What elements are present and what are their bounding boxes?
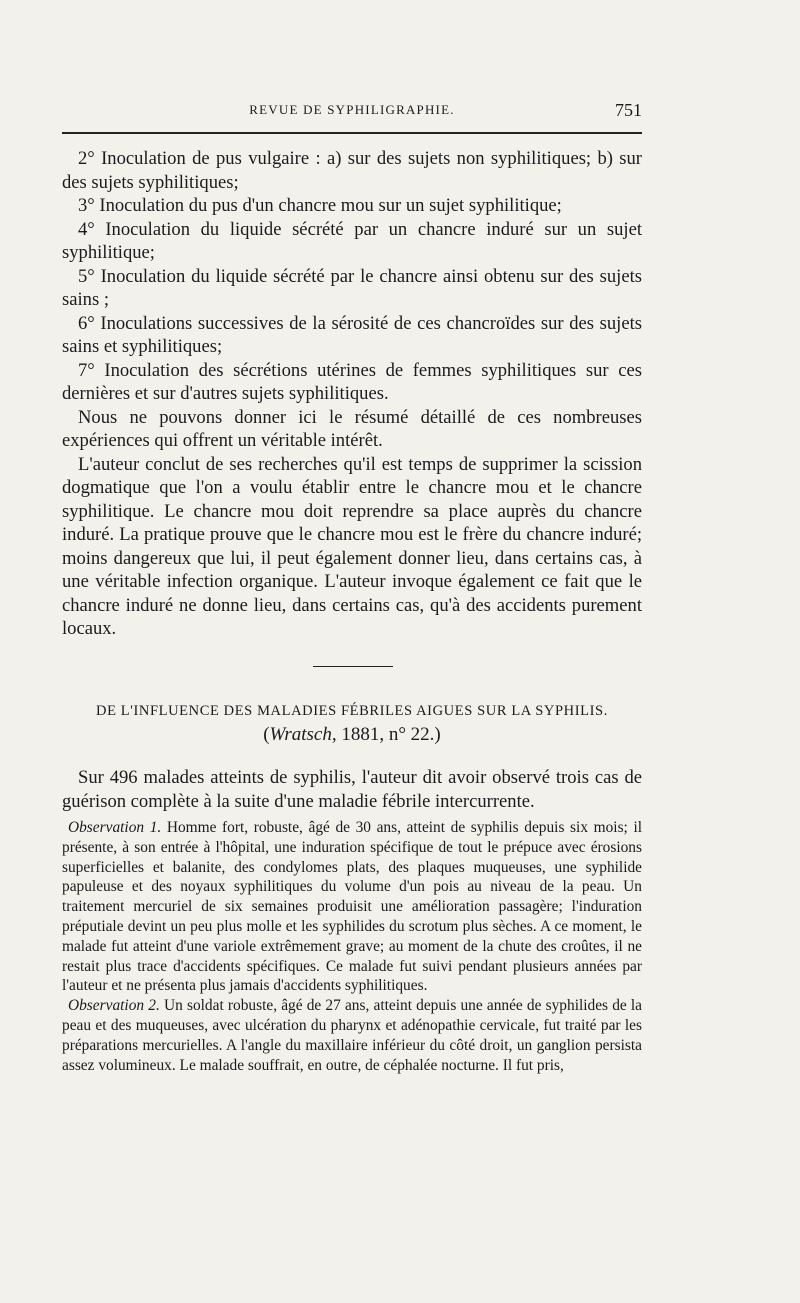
- list-number: 4°: [78, 218, 95, 240]
- observation-paragraph: [62, 996, 642, 1075]
- running-title: REVUE DE SYPHILIGRAPHIE.: [249, 102, 455, 117]
- section-intro: [62, 766, 642, 814]
- list-number: 2°: [78, 148, 95, 169]
- section-citation: [62, 724, 642, 746]
- list-item: [62, 194, 642, 218]
- list-item: [62, 312, 642, 359]
- citation-journal: Wratsch,: [269, 724, 337, 745]
- list-text: Inoculation de pus vulgaire : a) sur des sujets non syphilitiques; b) sur des sujets syphilitiques;: [62, 148, 643, 193]
- list-item: [62, 359, 642, 406]
- observation-paragraph: [62, 818, 642, 996]
- list-item: [62, 218, 642, 265]
- resume-paragraph: Nous ne pouvons donner ici le résumé détaillé de ces nombreuses expériences qui offrent un véritable intérêt.: [62, 406, 642, 451]
- observation-text: Homme fort, robuste, âgé de 30 ans, atteint de syphilis depuis six mois; il présente, à son entrée à l'hôpital, une induration spécifique de tout le prépuce avec érosions superficielles et balanite, des condylomes plats, des plaques muqueuses, une syphilide papuleuse et des noyaux syphilitiques du volume d'un pois au niveau de la peau. Un traitement mercuriel de six semaines produisit une amélioration passagère; l'induration préputiale devint un peu plus molle et les syphilides du scrotum plus sèches. A ce moment, le malade fut atteint d'une variole extrêmement grave; au moment de la chute des croûtes, il ne restait plus trace d'accidents spécifiques. Ce malade fut suivi pendant plusieurs années par l'auteur et ne présenta plus jamais d'accidents syphilitiques.: [62, 819, 642, 995]
- conclusion-paragraph: L'auteur conclut de ses recherches qu'il est temps de supprimer la scission dogmatique que l'on a voulu établir entre le chancre mou et le chancre syphilitique. Le chancre mou doit reprendre sa place auprès du chancre induré. La pratique prouve que le chancre mou est le frère du chancre induré; moins dangereux que lui, il peut également donner lieu, dans certains cas, à une véritable infection organique. L'auteur invoque également ce fait que le chancre induré ne donne lieu, dans certains cas, qu'à des accidents purement locaux.: [62, 453, 642, 639]
- observations: [62, 818, 642, 1075]
- list-number: 3°: [78, 195, 95, 216]
- observation-label: Observation 2.: [68, 997, 160, 1015]
- observation-text: Un soldat robuste, âgé de 27 ans, atteint depuis une année de syphilides de la peau et des muqueuses, avec ulcération du pharynx et adénopathie cervicale, fut traité par les préparations mercurielles. A l'angle du maxillaire inférieur du côté droit, un ganglion persista assez volumineux. Le malade souffrait, en outre, de céphalée nocturne. Il fut pris,: [62, 997, 642, 1074]
- list-text: Inoculations successives de la sérosité de ces chancroïdes sur des sujets sains et syphilitiques;: [62, 312, 642, 357]
- observation-label: Observation 1.: [68, 819, 162, 836]
- list-text: Inoculation du liquide sécrété par le chancre ainsi obtenu sur des sujets sains ;: [62, 265, 642, 310]
- page-header: [62, 102, 642, 124]
- experiment-list: [62, 147, 642, 641]
- list-item: [62, 147, 642, 194]
- citation-rest: 1881, n° 22.): [336, 724, 441, 745]
- section-divider: [313, 666, 393, 667]
- page-number: 751: [615, 100, 642, 120]
- list-text: Inoculation des sécrétions utérines de femmes syphilitiques sur ces dernières et sur d'autres sujets syphilitiques.: [62, 359, 642, 404]
- list-number: 7°: [78, 359, 95, 381]
- section-title: DE L'INFLUENCE DES MALADIES FÉBRILES AIGUES SUR LA SYPHILIS.: [96, 703, 608, 719]
- list-number: 6°: [78, 312, 95, 334]
- header-rule: [62, 132, 642, 134]
- list-text: Inoculation du pus d'un chancre mou sur un sujet syphilitique;: [99, 195, 562, 216]
- citation-open: (: [263, 724, 270, 745]
- intro-paragraph: Sur 496 malades atteints de syphilis, l'auteur dit avoir observé trois cas de guérison complète à la suite d'une maladie fébrile intercurrente.: [62, 767, 642, 812]
- list-number: 5°: [78, 265, 95, 287]
- list-text: Inoculation du liquide sécrété par un chancre induré sur un sujet syphilitique;: [62, 218, 642, 263]
- list-item: [62, 265, 642, 312]
